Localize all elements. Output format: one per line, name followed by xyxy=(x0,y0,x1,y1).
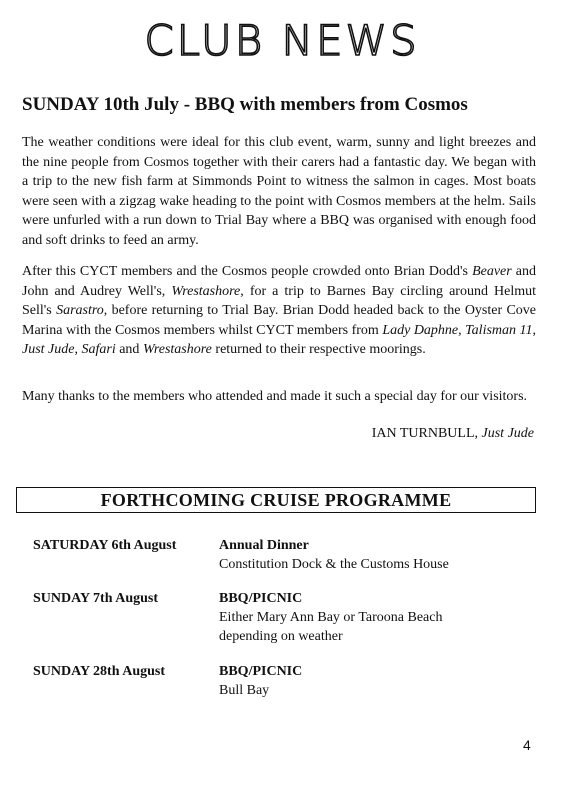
event-date: SUNDAY 7th August xyxy=(33,591,159,606)
text-run: , xyxy=(74,342,82,357)
article-paragraph-2 xyxy=(22,262,536,360)
event-note: depending on weather xyxy=(219,629,343,644)
author-name: IAN TURNBULL, xyxy=(371,426,482,441)
page-number: 4 xyxy=(523,737,531,753)
event-type: BBQ/PICNIC xyxy=(219,591,303,606)
boat-name: Safari xyxy=(81,342,116,357)
article-paragraph-1: The weather conditions were ideal for this club event, warm, sunny and light breezes and the nine people from Cosmos together with their carers had a fantastic day. We began with a trip to the new fish farm at Simmonds Point to witness the salmon in cages. Most boats were seen with a zigzag wake heading to the point with Cosmos members at the helm. Sails were unfurled with a run down to Trial Bay where a BBQ was organised with enough food and soft drinks to feed an army. xyxy=(22,135,536,248)
text-run: , xyxy=(458,322,466,338)
event-date: SUNDAY 28th August xyxy=(33,664,166,679)
text-run: and xyxy=(115,342,143,357)
event-date: SATURDAY 6th August xyxy=(33,538,177,553)
boat-name: Lady Daphne xyxy=(382,322,459,338)
event-location: Either Mary Ann Bay or Taroona Beach xyxy=(219,610,443,625)
text-run: , before returning to Trial Bay. Brian Dodd headed back to the Oyster Cove Marina with the Cosmos members whilst CYCT members from xyxy=(22,303,537,338)
author-boat: Just Jude xyxy=(481,426,534,441)
boat-name: Wrestashore xyxy=(142,342,212,357)
masthead-title: CLUB NEWS xyxy=(144,16,420,65)
event-detail xyxy=(219,662,302,700)
text-run: , xyxy=(532,322,536,338)
article-signature xyxy=(372,426,534,442)
text-run: After this CYCT members and the Cosmos people crowded onto Brian Dodd's xyxy=(22,264,473,279)
event-detail xyxy=(219,536,449,574)
programme-heading-box xyxy=(16,487,536,513)
text-run: and John and Audrey Well's, xyxy=(22,264,537,299)
boat-name: Just Jude xyxy=(22,342,75,357)
event-location: Bull Bay xyxy=(219,683,270,698)
text-run: , for a trip to Barnes Bay circling around Helmut Sell's xyxy=(22,283,536,318)
event-type: BBQ/PICNIC xyxy=(219,664,303,679)
boat-name: Wrestashore xyxy=(171,283,241,299)
boat-name: Sarastro xyxy=(56,303,104,318)
event-location: Constitution Dock & the Customs House xyxy=(219,557,449,572)
article-paragraph-3: Many thanks to the members who attended and made it such a special day for our visitors. xyxy=(22,389,528,404)
event-type: Annual Dinner xyxy=(219,538,309,553)
article-headline: SUNDAY 10th July - BBQ with members from Cosmos xyxy=(22,94,468,115)
boat-name: Talisman 11 xyxy=(465,322,533,338)
text-run: returned to their respective moorings. xyxy=(211,342,426,357)
boat-name: Beaver xyxy=(472,264,512,279)
programme-heading: FORTHCOMING CRUISE PROGRAMME xyxy=(100,489,452,510)
event-detail xyxy=(219,589,442,646)
